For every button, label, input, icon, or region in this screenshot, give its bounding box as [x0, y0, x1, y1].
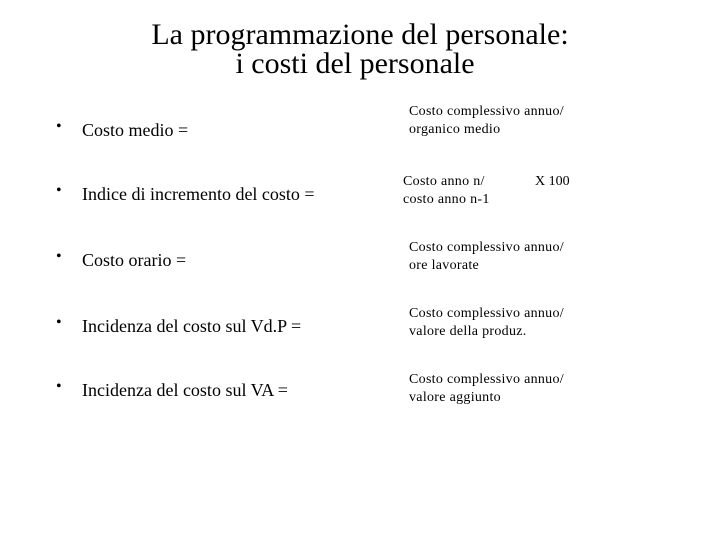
formula-denominator: valore aggiunto: [409, 390, 501, 405]
item-label: Incidenza del costo sul Vd.P =: [82, 316, 302, 336]
item-formula: [409, 239, 564, 275]
item-label: Incidenza del costo sul VA =: [82, 380, 288, 400]
formula-denominator: organico medio: [409, 122, 501, 137]
list-item-incidenza-vdp: [0, 305, 720, 345]
bullet-icon: •: [56, 248, 62, 265]
formula-numerator: Costo complessivo annuo/: [409, 306, 564, 321]
item-label: Costo orario =: [82, 250, 187, 270]
formula-numerator: Costo anno n/: [403, 174, 485, 189]
formula-denominator: costo anno n-1: [403, 192, 490, 207]
bullet-icon: •: [56, 118, 62, 135]
bullet-icon: •: [56, 182, 62, 199]
title-line-2: i costi del personale: [235, 47, 475, 80]
list-item-incidenza-va: [0, 371, 720, 411]
item-formula: [403, 173, 490, 209]
item-label: Costo medio =: [82, 120, 189, 140]
list-item-costo-medio: [0, 103, 720, 143]
item-label: Indice di incremento del costo =: [82, 184, 315, 204]
list-item-indice-incremento: [0, 173, 720, 213]
formula-denominator: valore della produz.: [409, 324, 527, 339]
page-title: [0, 20, 720, 78]
formula-numerator: Costo complessivo annuo/: [409, 372, 564, 387]
bullet-icon: •: [56, 378, 62, 395]
item-formula: [409, 103, 564, 139]
list-item-costo-orario: [0, 239, 720, 279]
formula-numerator: Costo complessivo annuo/: [409, 240, 564, 255]
item-formula: [409, 305, 564, 341]
item-formula: [409, 371, 564, 407]
formula-denominator: ore lavorate: [409, 258, 480, 273]
bullet-icon: •: [56, 314, 62, 331]
formula-numerator: Costo complessivo annuo/: [409, 104, 564, 119]
formula-multiplier: X 100: [535, 174, 570, 189]
title-line-1: La programmazione del personale:: [151, 18, 569, 51]
